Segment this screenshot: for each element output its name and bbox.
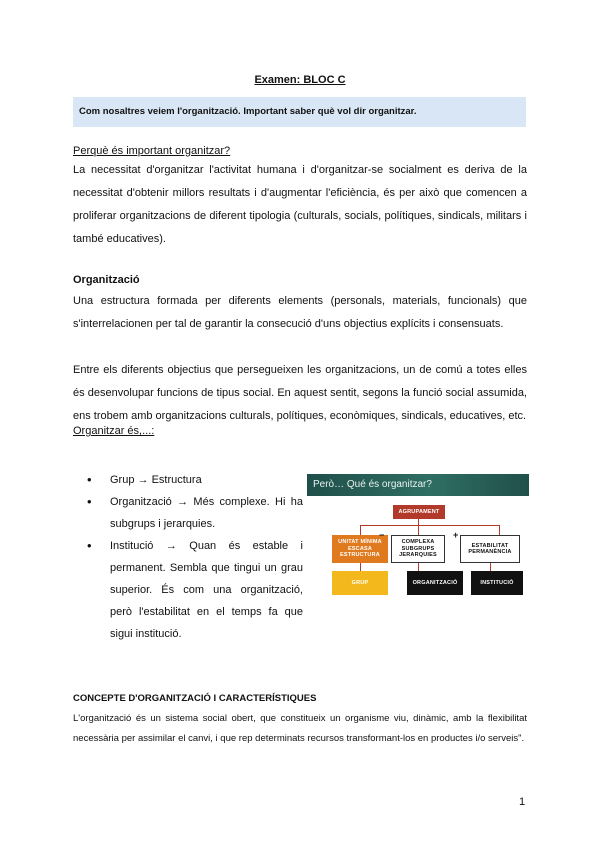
diagram-box-institucio: INSTITUCIÓ xyxy=(471,571,523,595)
paragraph-why-organize: La necessitat d'organitzar l'activitat humana i d'organitzar-se socialment es deriva de la necessitat d'obtenir millors resultats i d'augmentar l'eficiència, és per això que comencen a proliferar organitzacions de diferent tipologia (culturals, socials, polítiques, sindicals, militars i també educatives). xyxy=(73,164,527,245)
paragraph-organization-objectives: Entre els diferents objectius que persegueixen les organitzacions, un de comú a totes elles és desenvolupar funcions de tipus social. En aquest sentit, segons la funció social assumida, ens trobem amb organitzacions culturals, polítiques, econòmiques, sindicals, educatives, etc. xyxy=(73,364,527,422)
organization-diagram xyxy=(307,474,529,602)
diagram-connector xyxy=(360,525,361,535)
diagram-box-organitzacio: ORGANITZACIÓ xyxy=(407,571,463,595)
minus-sign: − xyxy=(379,530,385,540)
paragraph-concept: L'organització és un sistema social obert, que constitueix un organisme viu, dinàmic, amb la flexibilitat necessària per assimilar el canvi, i que rep determinats recursos transformant-los en productes i/o serveis". xyxy=(73,713,527,744)
list-item: • Grup → Estructura xyxy=(73,469,303,491)
diagram-connector xyxy=(499,525,500,535)
page-number: 1 xyxy=(519,796,526,808)
diagram-box-grup: GRUP xyxy=(332,571,388,595)
bullet-list xyxy=(73,469,303,645)
diagram-connector xyxy=(418,563,419,571)
diagram-box-complex: COMPLEXA SUBGRUPS JERARQUIES xyxy=(391,535,445,563)
plus-sign: + xyxy=(453,530,459,540)
section-heading-concept: CONCEPTE D'ORGANITZACIÓ I CARACTERÍSTIQUES xyxy=(73,693,317,704)
list-item: • Institució → Quan és estable i permanent. Sembla que tingui un grau superior. És com una organització, però l'estabilitat en el temps fa que sigui institució. xyxy=(73,535,303,645)
diagram-box-minimal-unit: UNITAT MÍNIMA ESCASA ESTRUCTURA xyxy=(332,535,388,563)
highlight-callout: Com nosaltres veiem l'organització. Important saber què vol dir organitzar. xyxy=(73,97,526,127)
diagram-connector xyxy=(360,525,500,526)
diagram-connector xyxy=(418,525,419,535)
diagram-box-agrupament: AGRUPAMENT xyxy=(393,505,445,519)
section-heading-organization: Organització xyxy=(73,274,140,286)
diagram-connector xyxy=(360,563,361,571)
diagram-connector xyxy=(490,563,491,571)
section-heading-why-organize: Perquè és important organitzar? xyxy=(73,145,231,157)
paragraph-organization-definition: Una estructura formada per diferents elements (personals, materials, funcionals) que s'interrelacionen per tal de garantir la consecució d'uns objectius explícits i consensuats. xyxy=(73,295,527,330)
diagram-box-stability: ESTABILITAT PERMANÈNCIA xyxy=(460,535,520,563)
list-item: • Organització → Més complexe. Hi ha subgrups i jerarquies. xyxy=(73,491,303,535)
diagram-banner: Però… Qué és organitzar? xyxy=(307,474,529,496)
page-title: Examen: BLOC C xyxy=(254,74,346,86)
section-heading-organize-is: Organitzar és,...: xyxy=(73,425,155,437)
